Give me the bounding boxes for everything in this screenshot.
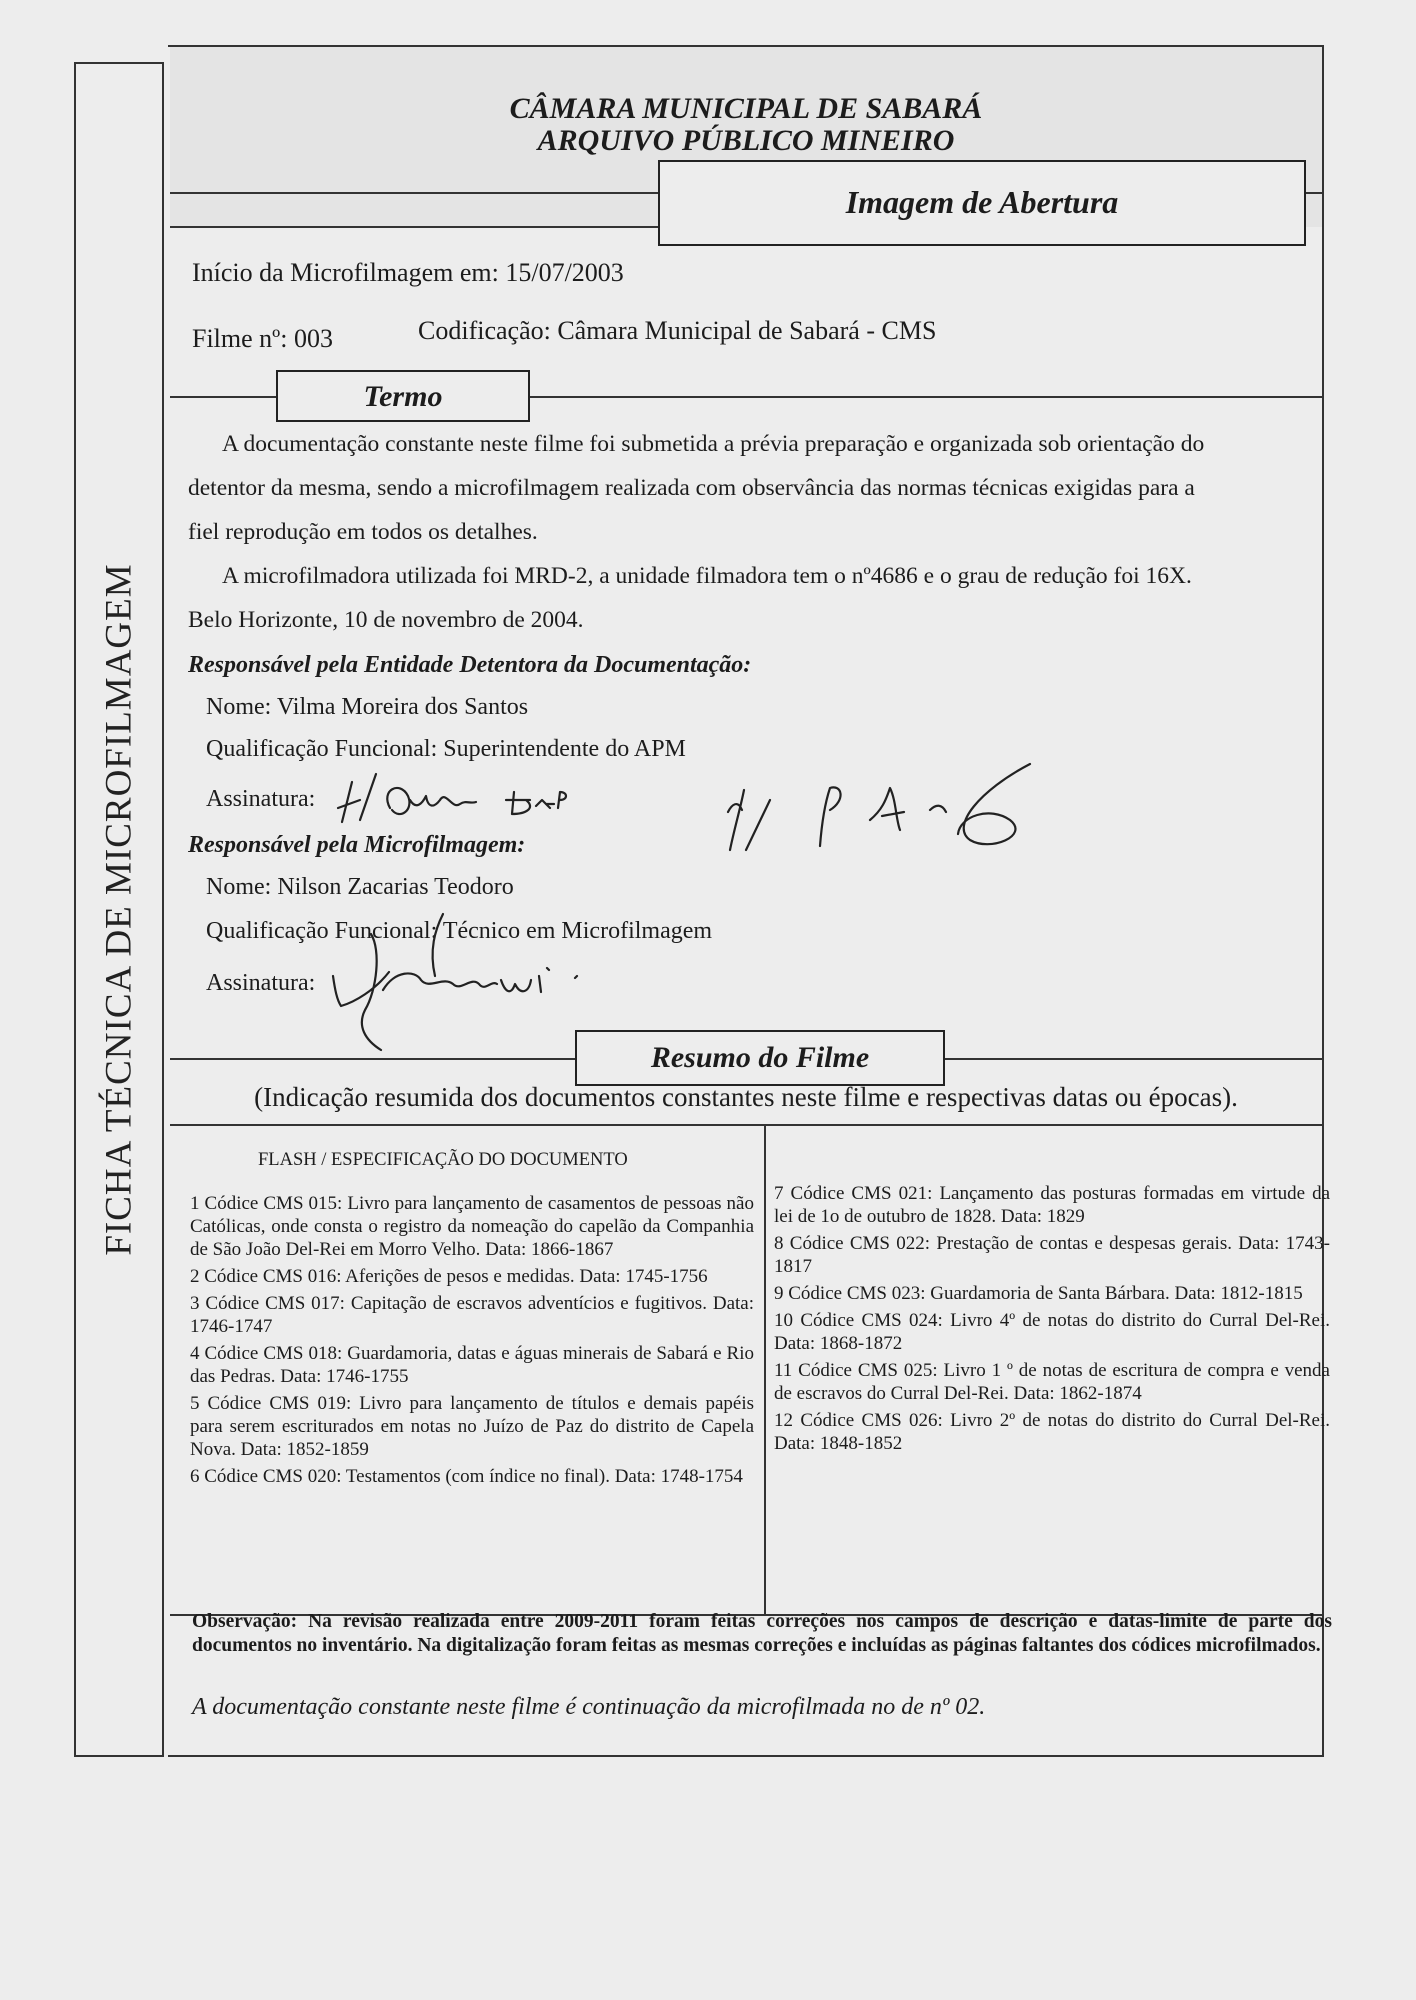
termo-line: detentor da mesma, sendo a microfilmagem realizada com observância das normas técnicas exigidas para a	[188, 475, 1195, 501]
list-item: 10 Códice CMS 024: Livro 4º de notas do distrito do Curral Del-Rei. Data: 1868-1872	[774, 1310, 1330, 1354]
side-title-wrapper	[74, 62, 164, 1757]
termo-line: Belo Horizonte, 10 de novembro de 2004.	[188, 607, 584, 633]
divider	[170, 192, 660, 194]
microfilmagem-nome: Nome: Nilson Zacarias Teodoro	[206, 874, 514, 900]
list-item: 3 Códice CMS 017: Capitação de escravos adventícios e fugitivos. Data: 1746-1747	[190, 1293, 754, 1337]
microfilmagem-qualificacao: Qualificação Funcional: Técnico em Microfilmagem	[206, 918, 713, 944]
header-subtitle: ARQUIVO PÚBLICO MINEIRO	[537, 124, 955, 157]
list-item: 8 Códice CMS 022: Prestação de contas e despesas gerais. Data: 1743-1817	[774, 1233, 1330, 1277]
section-label-termo	[276, 370, 530, 422]
list-item: 4 Códice CMS 018: Guardamoria, datas e águas minerais de Sabará e Rio das Pedras. Data: 1746-1755	[190, 1343, 754, 1387]
column-divider	[764, 1124, 766, 1614]
microfilmagem-assinatura: Assinatura:	[206, 970, 316, 996]
entidade-label: Responsável pela Entidade Detentora da Documentação:	[188, 652, 752, 678]
document-list-right	[774, 1182, 1330, 1459]
list-item: 6 Códice CMS 020: Testamentos (com índice no final). Data: 1748-1754	[190, 1466, 743, 1487]
list-item: 9 Códice CMS 023: Guardamoria de Santa Bárbara. Data: 1812-1815	[774, 1283, 1303, 1304]
divider	[170, 1124, 1324, 1126]
termo-line: A microfilmadora utilizada foi MRD-2, a unidade filmadora tem o nº4686 e o grau de redução foi 16X.	[222, 563, 1192, 589]
observacao-continuacao: A documentação constante neste filme é continuação da microfilmada no de nº 02.	[192, 1694, 986, 1720]
section-label-resumo	[575, 1030, 945, 1086]
divider	[1304, 192, 1324, 194]
observacao-text: Observação: Na revisão realizada entre 2009-2011 foram feitas correções nos campos de descrição e datas-limite de parte dos documentos no inventário. Na digitalização foram feitas as mesmas correções e incluídas as páginas faltantes dos códices microfilmados.	[192, 1611, 1332, 1656]
resumo-subtitle: (Indicação resumida dos documentos constantes neste filme e respectivas datas ou épocas).	[254, 1082, 1238, 1112]
microfilmagem-label: Responsável pela Microfilmagem:	[188, 832, 526, 858]
list-item: 7 Códice CMS 021: Lançamento das posturas formadas em virtude da lei de 1o de outubro de 1828. Data: 1829	[774, 1183, 1330, 1227]
termo-line: A documentação constante neste filme foi submetida a prévia preparação e organizada sob orientação do	[222, 431, 1205, 457]
list-item: 5 Códice CMS 019: Livro para lançamento de títulos e demais papéis para serem escriturados em notas no Juízo de Paz do distrito de Capela Nova. Data: 1852-1859	[190, 1393, 754, 1460]
side-title: FICHA TÉCNICA DE MICROFILMAGEM	[98, 563, 140, 1256]
inicio-microfilmagem: Início da Microfilmagem em: 15/07/2003	[192, 258, 624, 287]
section-label-imagem-abertura	[658, 160, 1306, 246]
list-item: 2 Códice CMS 016: Aferições de pesos e medidas. Data: 1745-1756	[190, 1266, 708, 1287]
termo-line: fiel reprodução em todos os detalhes.	[188, 519, 538, 545]
codificacao: Codificação: Câmara Municipal de Sabará - CMS	[418, 316, 937, 345]
document-list-left	[190, 1192, 754, 1492]
entidade-nome: Nome: Vilma Moreira dos Santos	[206, 694, 529, 720]
column-header: FLASH / ESPECIFICAÇÃO DO DOCUMENTO	[258, 1150, 628, 1170]
header-title: CÂMARA MUNICIPAL DE SABARÁ	[509, 92, 983, 125]
list-item: 12 Códice CMS 026: Livro 2º de notas do distrito do Curral Del-Rei. Data: 1848-1852	[774, 1410, 1330, 1454]
entidade-assinatura: Assinatura:	[206, 786, 316, 812]
list-item: 11 Códice CMS 025: Livro 1 º de notas de escritura de compra e venda de escravos do Curral Del-Rei. Data: 1862-1874	[774, 1360, 1330, 1404]
section-label-text: Termo	[363, 380, 443, 413]
divider	[170, 226, 660, 228]
entidade-qualificacao: Qualificação Funcional: Superintendente do APM	[206, 736, 686, 762]
signature-microfilmagem	[325, 880, 605, 1060]
section-label-text: Imagem de Abertura	[845, 184, 1119, 220]
section-label-text: Resumo do Filme	[650, 1041, 870, 1074]
filme-numero: Filme nº: 003	[192, 324, 333, 353]
list-item: 1 Códice CMS 015: Livro para lançamento de casamentos de pessoas não Católicas, onde consta o registro da nomeação do capelão da Companhia de São João Del-Rei em Morro Velho. Data: 1866-1867	[190, 1193, 754, 1260]
